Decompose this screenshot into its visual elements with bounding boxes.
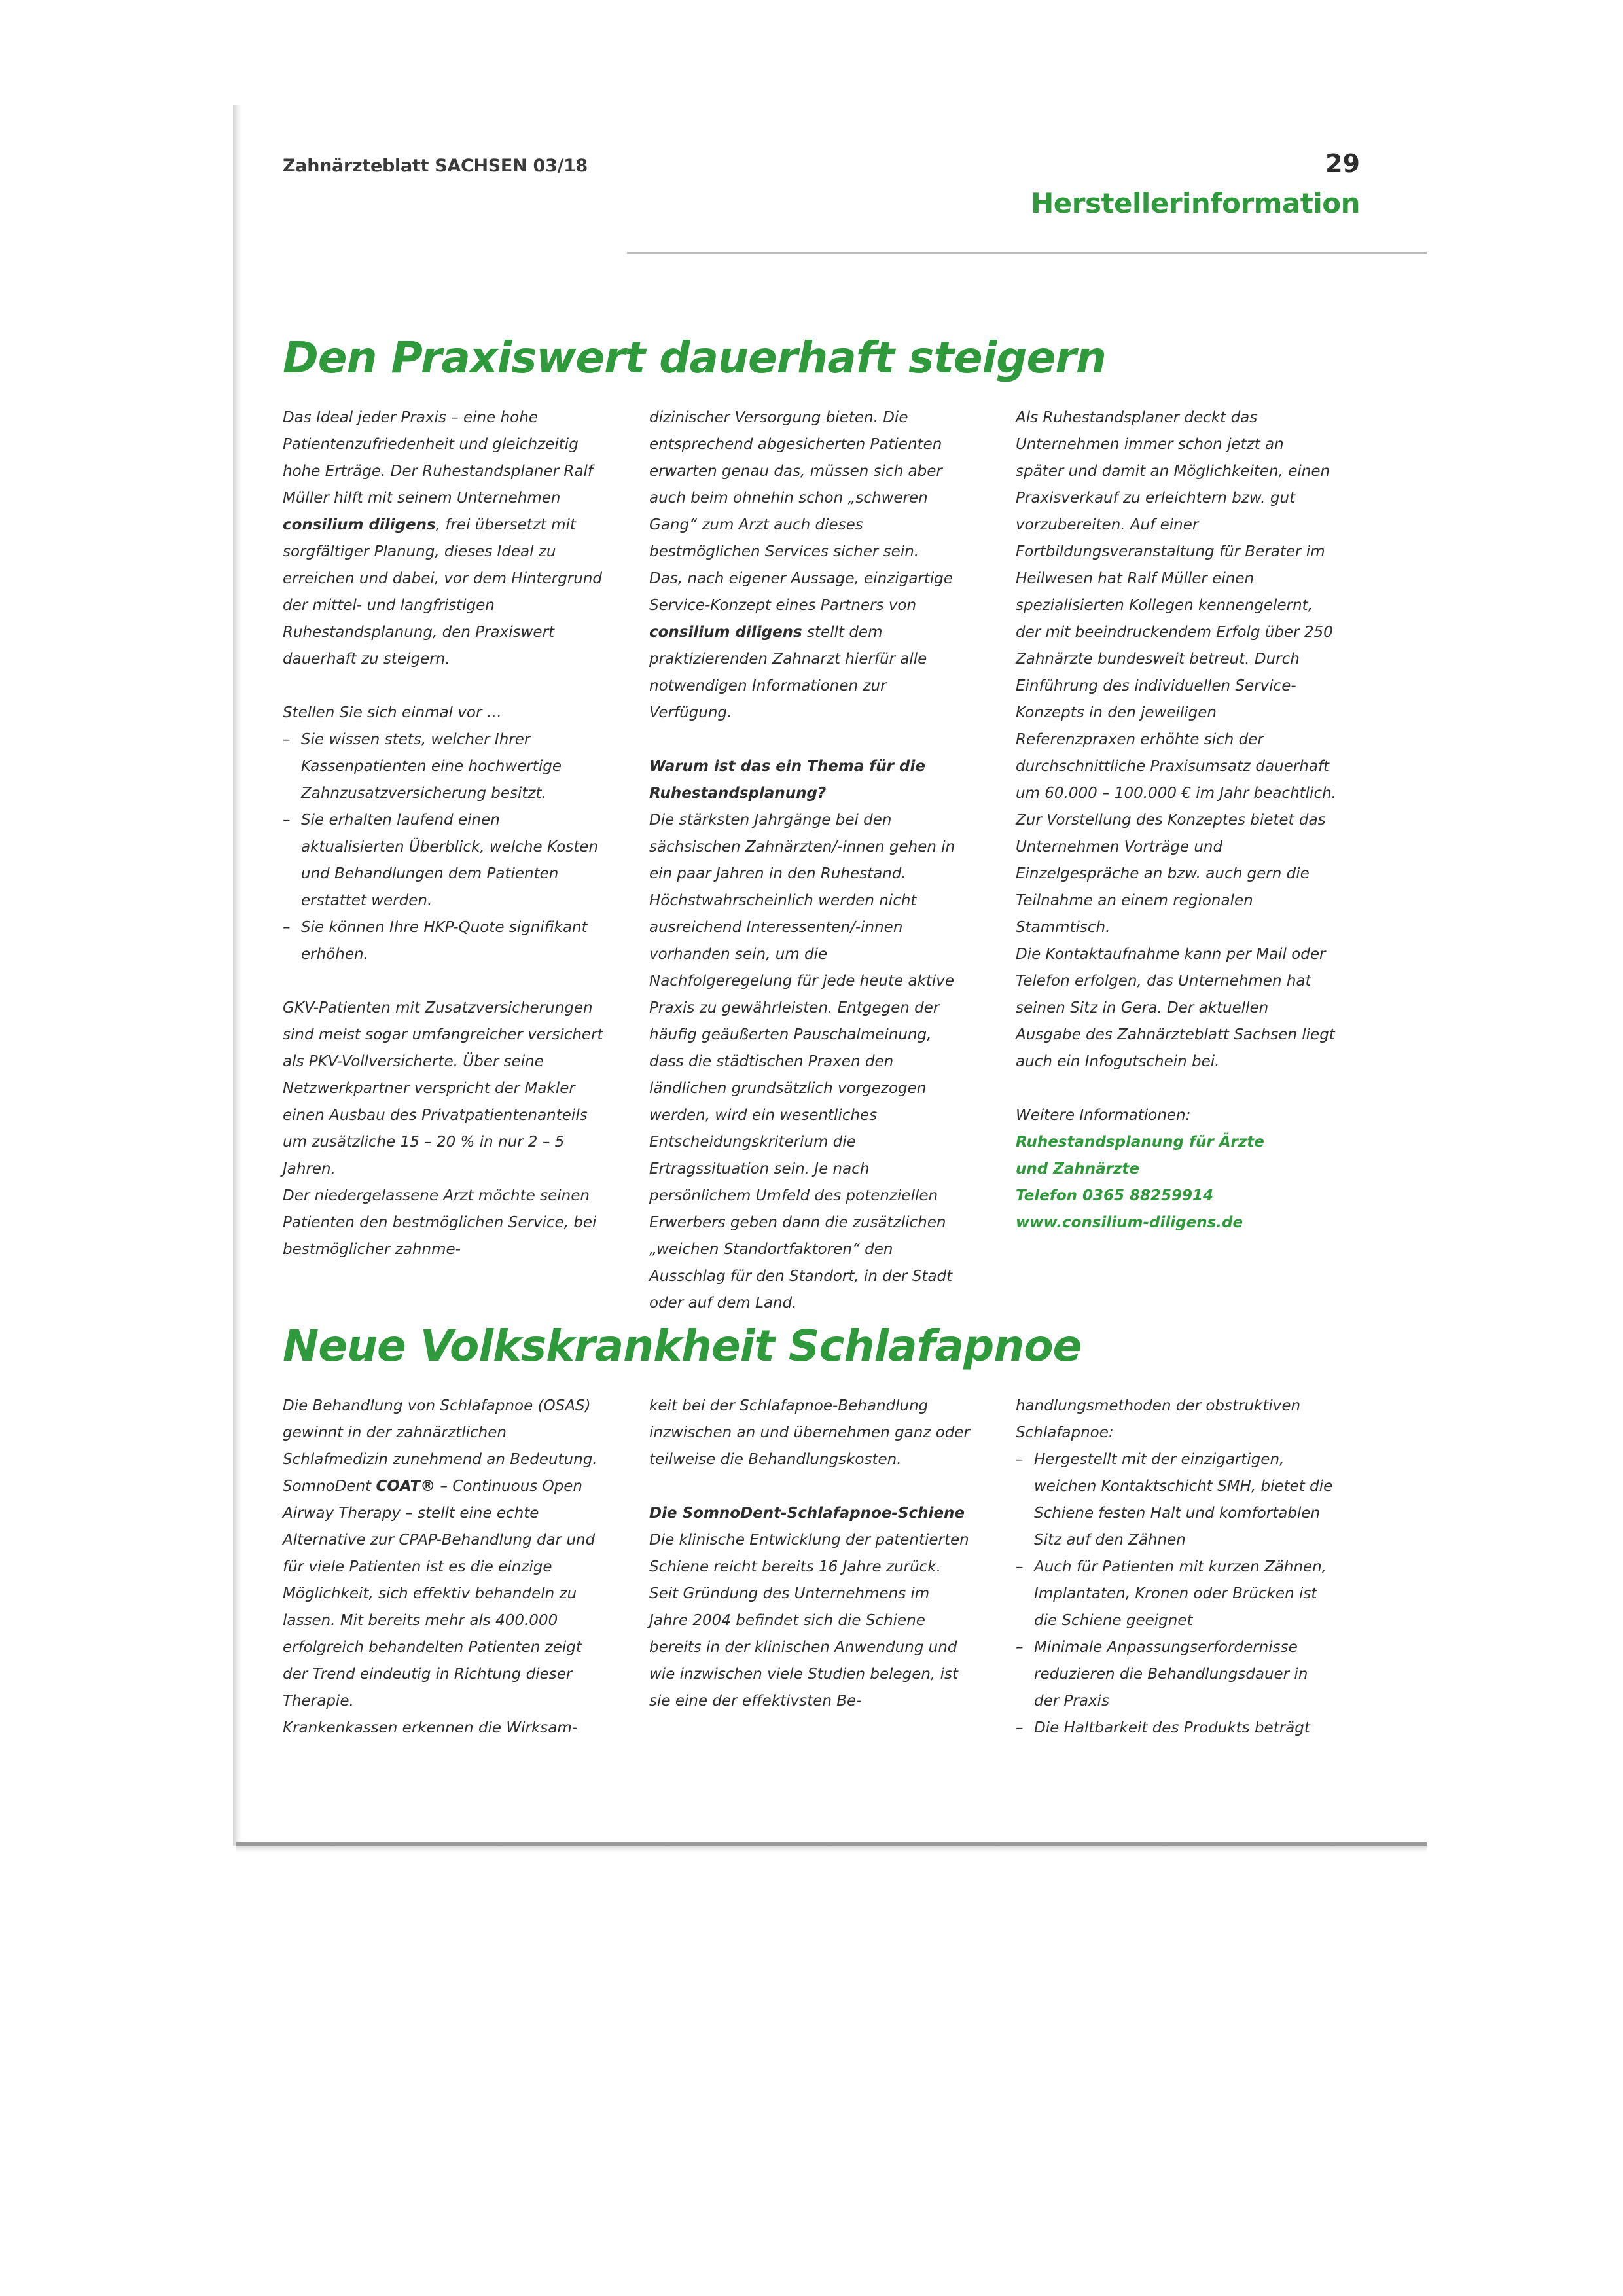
section-label: Herstellerinformation: [1031, 187, 1360, 219]
article2-paragraph: Seit Gründung des Unternehmens im Jahre 2004 befindet sich die Schiene bereits in der klinischen Anwendung und wie inzwischen viele Studien belegen, ist sie eine der effektivsten Be-: [649, 1585, 959, 1710]
more-info-label: Weitere Informationen:: [1016, 1107, 1191, 1124]
article1-column-2: [649, 404, 970, 1317]
page-number: 29: [1325, 149, 1360, 178]
feature-list: [1016, 1446, 1336, 1742]
article1-paragraph: Die stärksten Jahrgänge bei den sächsischen Zahnärzten/-innen gehen in ein paar Jahren in den Ruhestand. Höchstwahrscheinlich werden nicht ausreichend Interessenten/-innen vorhanden sein, um die Nachfolgeregelung für jede heute aktive Praxis zu gewährleisten. Entgegen der häufig geäußerten Pauschalmeinung, dass die städtischen Praxen den ländlichen grundsätzlich vorgezogen werden, wird ein wesentliches Entscheidungskriterium die Ertragssituation sein. Je nach persönlichem Umfeld des potenziellen Erwerbers geben dann die zusätzlichen „weichen Standortfaktoren“ den Ausschlag für den Standort, in der Stadt oder auf dem Land.: [649, 812, 955, 1312]
article-title-praxiswert: Den Praxiswert dauerhaft steigern: [283, 332, 1106, 383]
header-rule: [627, 252, 1427, 254]
article2-paragraph: handlungsmethoden der obstruktiven Schlafapnoe:: [1016, 1397, 1301, 1441]
article2-subheading: Die SomnoDent-Schlafapnoe-Schiene: [649, 1505, 965, 1522]
list-intro: Stellen Sie sich einmal vor …: [283, 704, 502, 721]
list-item: – Sie können Ihre HKP-Quote signifikant erhöhen.: [283, 914, 603, 968]
article1-paragraph: dizinischer Versorgung bieten. Die entsprechend abgesicherten Patienten erwarten genau das, müssen sich aber auch beim ohnehin schon „schweren Gang“ zum Arzt auch dieses bestmöglichen Services sicher sein.: [649, 409, 942, 560]
article1-paragraph: Das, nach eigener Aussage, einzigartige Service-Konzept eines Partners von consilium diligens stellt dem praktizierenden Zahnarzt hierfür alle notwendigen Informationen zur Verfügung.: [649, 570, 954, 721]
contact-phone: Telefon 0365 88259914: [1016, 1187, 1214, 1204]
article1-paragraph: Der niedergelassene Arzt möchte seinen Patienten den bestmöglichen Service, bei bestmöglicher zahnme-: [283, 1187, 597, 1258]
benefit-list: [283, 726, 603, 968]
article2-paragraph: Krankenkassen erkennen die Wirksam-: [283, 1719, 578, 1736]
running-head: Zahnärzteblatt SACHSEN 03/18: [283, 156, 588, 176]
article1-paragraph: Die Kontaktaufnahme kann per Mail oder Telefon erfolgen, das Unternehmen hat seinen Sitz in Gera. Der aktuellen Ausgabe des Zahnärzteblatt Sachsen liegt auch ein Infogutschein bei.: [1016, 946, 1335, 1070]
page-bottom-shadow: [236, 1846, 1427, 1852]
article1-column-3: [1016, 404, 1336, 1236]
list-item: – Minimale Anpassungserfordernisse reduzieren die Behandlungsdauer in der Praxis: [1016, 1634, 1336, 1715]
article-title-schlafapnoe: Neue Volkskrankheit Schlafapnoe: [283, 1321, 1082, 1371]
article1-subheading: Warum ist das ein Thema für die Ruhestandsplanung?: [649, 758, 925, 802]
contact-website: www.consilium-diligens.de: [1016, 1214, 1243, 1231]
article1-paragraph: Zur Vorstellung des Konzeptes bietet das Unternehmen Vorträge und Einzelgespräche an bzw. auch gern die Teilnahme an einem regionalen Stammtisch.: [1016, 812, 1326, 936]
page-edge-shadow: [233, 105, 242, 1846]
article1-intro: Das Ideal jeder Praxis – eine hohe Patientenzufriedenheit und gleichzeitig hohe Erträge. Der Ruhestandsplaner Ralf Müller hilft mit seinem Unternehmen consilium diligens, frei übersetzt mit sorgfältiger Planung, dieses Ideal zu erreichen und dabei, vor dem Hintergrund der mittel- und langfristigen Ruhestandsplanung, den Praxiswert dauerhaft zu steigern.: [283, 409, 602, 668]
article2-paragraph: Die klinische Entwicklung der patentierten Schiene reicht bereits 16 Jahre zurück.: [649, 1532, 969, 1575]
article1-column-1: [283, 404, 603, 1263]
article2-column-3: [1016, 1393, 1336, 1742]
article2-paragraph: Die Behandlung von Schlafapnoe (OSAS) gewinnt in der zahnärztlichen Schlafmedizin zunehmend an Bedeutung. SomnoDent COAT® – Continuous Open Airway Therapy – stellt eine echte Alternative zur CPAP-Behandlung dar und für viele Patienten ist es die einzige Möglichkeit, sich effektiv behandeln zu lassen. Mit bereits mehr als 400.000 erfolgreich behandelten Patienten zeigt der Trend eindeutig in Richtung dieser Therapie.: [283, 1397, 597, 1710]
article2-paragraph: keit bei der Schlafapnoe-Behandlung inzwischen an und übernehmen ganz oder teilweise die Behandlungskosten.: [649, 1397, 970, 1468]
list-item: – Sie erhalten laufend einen aktualisierten Überblick, welche Kosten und Behandlungen dem Patienten erstattet werden.: [283, 807, 603, 914]
list-item: – Hergestellt mit der einzigartigen, weichen Kontaktschicht SMH, bietet die Schiene festen Halt und komfortablen Sitz auf den Zähnen: [1016, 1446, 1336, 1554]
article1-paragraph: Als Ruhestandsplaner deckt das Unternehmen immer schon jetzt an später und damit an Möglichkeiten, einen Praxisverkauf zu erleichtern bzw. gut vorzubereiten. Auf einer Fortbildungsveranstaltung für Berater im Heilwesen hat Ralf Müller einen spezialisierten Kollegen kennengelernt, der mit beeindruckendem Erfolg über 250 Zahnärzte bundesweit betreut. Durch Einführung des individuellen Service-Konzepts in den jeweiligen Referenzpraxen erhöhte sich der durchschnittliche Praxisumsatz dauerhaft um 60.000 – 100.000 € im Jahr beachtlich.: [1016, 409, 1336, 802]
contact-line: und Zahnärzte: [1016, 1160, 1140, 1177]
list-item: – Die Haltbarkeit des Produkts beträgt: [1016, 1715, 1336, 1742]
contact-line: Ruhestandsplanung für Ärzte: [1016, 1134, 1264, 1151]
article2-column-1: [283, 1393, 603, 1742]
list-item: – Auch für Patienten mit kurzen Zähnen, Implantaten, Kronen oder Brücken ist die Schiene geeignet: [1016, 1554, 1336, 1634]
article1-paragraph: GKV-Patienten mit Zusatzversicherungen sind meist sogar umfangreicher versichert als PKV-Vollversicherte. Über seine Netzwerkpartner verspricht der Makler einen Ausbau des Privatpatientenanteils um zusätzliche 15 – 20 % in nur 2 – 5 Jahren.: [283, 999, 603, 1177]
article2-column-2: [649, 1393, 970, 1715]
list-item: – Sie wissen stets, welcher Ihrer Kassenpatienten eine hochwertige Zahnzusatzversicherung besitzt.: [283, 726, 603, 807]
